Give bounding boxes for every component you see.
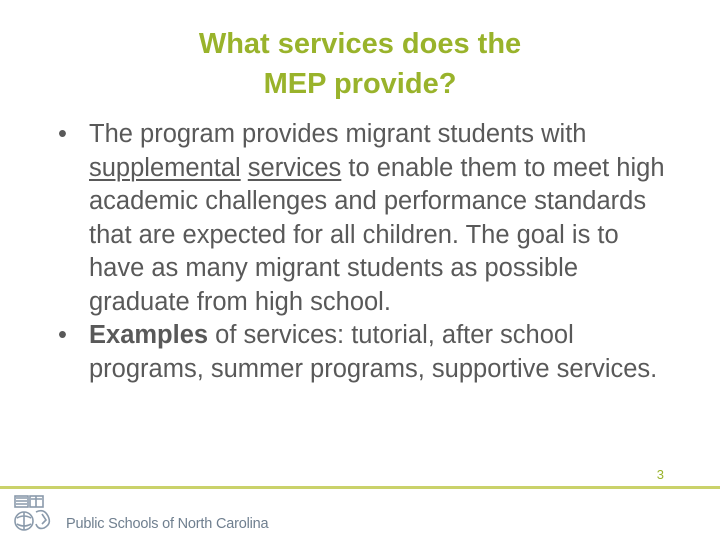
bullet-list [58, 118, 668, 386]
bullet-text-underlined: supplemental [89, 153, 241, 182]
bullet-dot-icon: • [58, 120, 67, 148]
bullet-text-segment: of services: tutorial, after school programs, summer programs, supportive services. [89, 321, 658, 383]
page-number: 3 [656, 467, 664, 482]
bullet-text-segment: The program provides migrant students with [89, 120, 587, 148]
bullet-text-segment [241, 154, 248, 182]
slide-title-line-1: What services does the [198, 28, 522, 60]
bullet-item-program [58, 118, 668, 319]
bullet-dot-icon: • [58, 321, 67, 349]
bullet-text-bold: Examples [89, 321, 209, 349]
slide-title-line-2: MEP provide? [263, 68, 457, 100]
footer-divider [0, 486, 720, 489]
bullet-text-underlined: services [247, 153, 342, 182]
bullet-text-segment: to enable them to meet high academic challenges and performance standards that are expected for all children. The goal is to have as many migrant students as possible graduate from high school. [89, 153, 665, 316]
ncdpi-logo-icon [12, 494, 60, 534]
bullet-item-examples [58, 319, 668, 386]
slide-title [0, 24, 720, 104]
logo-wordmark: Public Schools of North Carolina [66, 516, 269, 532]
